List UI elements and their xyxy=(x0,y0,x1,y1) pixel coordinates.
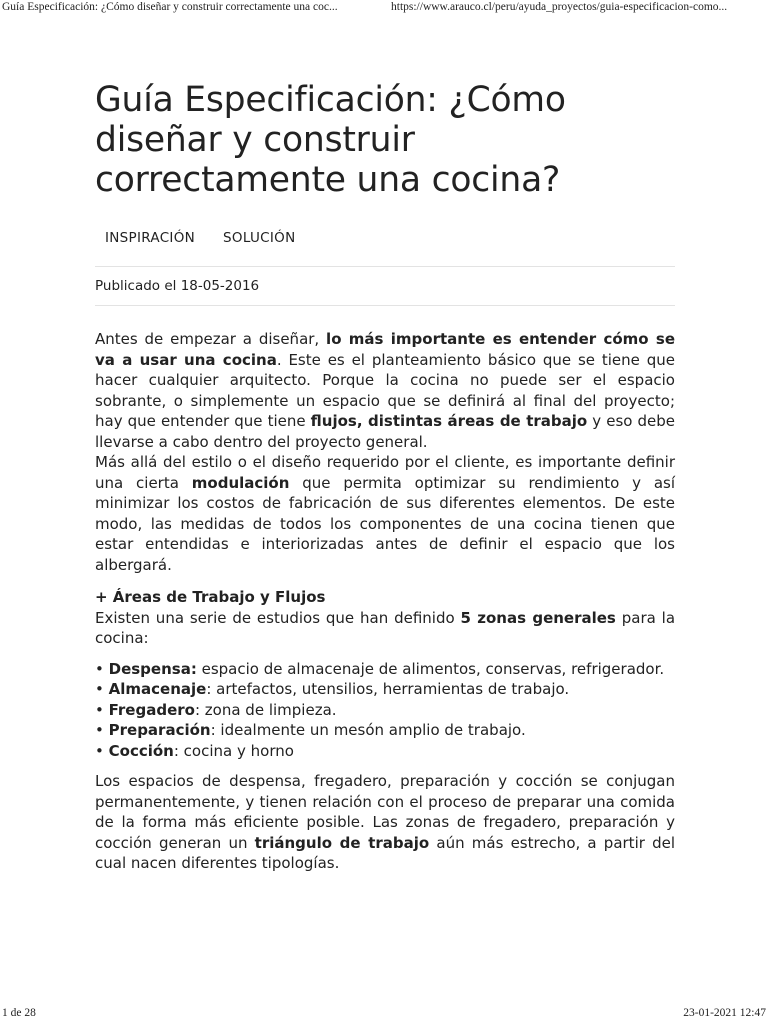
list-item xyxy=(95,700,675,721)
zone-name: Fregadero xyxy=(108,700,195,719)
list-item xyxy=(95,679,675,700)
print-datetime: 23-01-2021 12:47 xyxy=(683,1007,766,1019)
zone-name: Despensa: xyxy=(108,659,197,678)
bullet: • xyxy=(95,659,109,678)
text-span: para la cocina: xyxy=(95,608,676,647)
text-span: Los espacios de despensa, fregadero, preparación y cocción se conjugan permanentemente, y tienen relación con el proceso de preparar una comida de la forma más eficiente posible. Las zonas de fregadero, preparación y cocción generan un xyxy=(95,772,675,852)
zone-name: Cocción xyxy=(108,741,174,760)
bold-span: modulación xyxy=(191,473,290,492)
bullet: • xyxy=(95,741,109,760)
text-span: Antes de empezar a diseñar, xyxy=(95,330,327,348)
paragraph-zones-intro xyxy=(95,608,675,649)
article-body xyxy=(95,329,675,874)
bullet: • xyxy=(95,721,109,739)
zone-desc: : artefactos, utensilios, herramientas de trabajo. xyxy=(206,680,570,698)
article-tags xyxy=(95,230,675,246)
list-item xyxy=(95,659,675,680)
section-heading: + Áreas de Trabajo y Flujos xyxy=(95,588,326,606)
published-date: Publicado el 18-05-2016 xyxy=(95,278,260,294)
print-header xyxy=(0,0,768,18)
zone-desc: : idealmente un mesón amplio de trabajo. xyxy=(210,721,526,739)
text-span: Existen una serie de estudios que han definido xyxy=(95,608,461,627)
bullet: • xyxy=(95,700,109,719)
tag-inspiracion[interactable]: INSPIRACIÓN xyxy=(105,230,196,246)
zone-name: Preparación xyxy=(108,721,211,739)
paragraph-intro xyxy=(95,329,675,452)
bold-span: triángulo de trabajo xyxy=(254,833,430,852)
zone-name: Almacenaje xyxy=(108,680,207,698)
print-header-title: Guía Especificación: ¿Cómo diseñar y construir correctamente una coc... xyxy=(2,1,338,13)
text-span: aún más estrecho, a partir del cual nacen diferentes tipologías. xyxy=(95,833,675,872)
paragraph-triangulo xyxy=(95,771,675,874)
page-number: 1 de 28 xyxy=(2,1007,36,1019)
paragraph-modulacion xyxy=(95,452,675,575)
zone-desc: : cocina y horno xyxy=(173,741,294,760)
tag-solucion[interactable]: SOLUCIÓN xyxy=(223,230,296,246)
list-item xyxy=(95,720,675,741)
article xyxy=(95,80,675,874)
print-header-url: https://www.arauco.cl/peru/ayuda_proyectos/guia-especificacion-como... xyxy=(391,1,728,13)
article-title: Guía Especificación: ¿Cómo diseñar y construir correctamente una cocina? xyxy=(95,80,566,200)
bold-span: 5 zonas generales xyxy=(460,608,616,627)
list-item xyxy=(95,741,675,762)
text-span: Más allá del estilo o el diseño requerido por el cliente, es importante definir una cierta xyxy=(95,453,675,492)
text-span: . Este es el planteamiento básico que se tiene que hacer cualquier arquitecto. Porque la cocina no puede ser el espacio sobrante, o simplemente un espacio que se definirá al final del proyecto; hay que entender que tiene xyxy=(95,350,675,430)
print-footer xyxy=(0,1007,768,1023)
bold-span: lo más importante es entender cómo se va a usar una cocina xyxy=(95,330,675,369)
bullet: • xyxy=(95,680,109,698)
zone-desc: : zona de limpieza. xyxy=(194,700,337,719)
zones-list xyxy=(95,659,675,762)
bold-span: flujos, distintas áreas de trabajo xyxy=(310,412,588,430)
divider-bottom xyxy=(95,305,675,306)
text-span: que permita optimizar su rendimiento y así minimizar los costos de fabricación de sus diferentes elementos. De este modo, las medidas de todos los componentes de una cocina tienen que estar entendidas e interiorizadas antes de definir el espacio que los albergará. xyxy=(95,473,675,574)
zone-desc: espacio de almacenaje de alimentos, conservas, refrigerador. xyxy=(196,659,665,678)
text-span: y eso debe llevarse a cabo dentro del proyecto general. xyxy=(95,412,675,451)
